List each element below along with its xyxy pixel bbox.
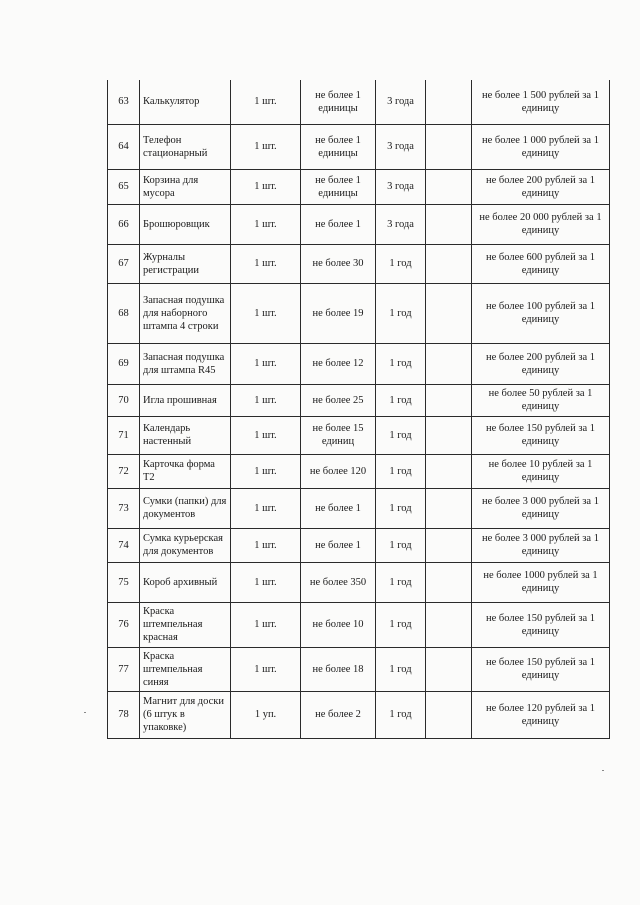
row-number-cell: 67 (108, 244, 140, 283)
empty-cell (426, 204, 472, 244)
row-number-cell: 65 (108, 169, 140, 204)
table-row (108, 384, 610, 416)
table-row (108, 488, 610, 528)
unit-cell: 1 шт. (231, 124, 301, 169)
term-cell: 1 год (376, 562, 426, 602)
unit-cell: 1 шт. (231, 244, 301, 283)
empty-cell (426, 416, 472, 454)
unit-cell: 1 шт. (231, 454, 301, 488)
price-cell: не более 1 500 рублей за 1 единицу (472, 80, 610, 124)
table-row (108, 283, 610, 343)
empty-cell (426, 488, 472, 528)
quantity-cell: не более 1 (301, 204, 376, 244)
quantity-cell: не более 15 единиц (301, 416, 376, 454)
price-cell: не более 1000 рублей за 1 единицу (472, 562, 610, 602)
table-row (108, 124, 610, 169)
price-cell: не более 150 рублей за 1 единицу (472, 416, 610, 454)
unit-cell: 1 шт. (231, 283, 301, 343)
quantity-cell: не более 1 (301, 528, 376, 562)
term-cell: 1 год (376, 691, 426, 738)
empty-cell (426, 528, 472, 562)
unit-cell: 1 шт. (231, 204, 301, 244)
term-cell: 3 года (376, 80, 426, 124)
table-row (108, 562, 610, 602)
empty-cell (426, 283, 472, 343)
table-row (108, 647, 610, 691)
item-name-cell: Запасная подушка для штампа R45 (140, 343, 231, 384)
quantity-cell: не более 18 (301, 647, 376, 691)
table-row (108, 169, 610, 204)
quantity-cell: не более 1 единицы (301, 80, 376, 124)
table-row (108, 343, 610, 384)
item-name-cell: Корзина для мусора (140, 169, 231, 204)
scan-speck (602, 770, 604, 771)
norms-table-body (108, 80, 610, 738)
price-cell: не более 3 000 рублей за 1 единицу (472, 528, 610, 562)
unit-cell: 1 шт. (231, 343, 301, 384)
quantity-cell: не более 10 (301, 602, 376, 647)
quantity-cell: не более 2 (301, 691, 376, 738)
item-name-cell: Брошюровщик (140, 204, 231, 244)
row-number-cell: 64 (108, 124, 140, 169)
item-name-cell: Короб архивный (140, 562, 231, 602)
row-number-cell: 70 (108, 384, 140, 416)
table-row (108, 416, 610, 454)
table-row (108, 602, 610, 647)
row-number-cell: 66 (108, 204, 140, 244)
empty-cell (426, 562, 472, 602)
row-number-cell: 63 (108, 80, 140, 124)
empty-cell (426, 124, 472, 169)
price-cell: не более 600 рублей за 1 единицу (472, 244, 610, 283)
unit-cell: 1 шт. (231, 384, 301, 416)
term-cell: 1 год (376, 602, 426, 647)
row-number-cell: 74 (108, 528, 140, 562)
term-cell: 1 год (376, 283, 426, 343)
row-number-cell: 73 (108, 488, 140, 528)
unit-cell: 1 шт. (231, 528, 301, 562)
term-cell: 3 года (376, 169, 426, 204)
quantity-cell: не более 1 (301, 488, 376, 528)
row-number-cell: 72 (108, 454, 140, 488)
table-row (108, 691, 610, 738)
norms-table (107, 80, 610, 739)
term-cell: 1 год (376, 416, 426, 454)
price-cell: не более 120 рублей за 1 единицу (472, 691, 610, 738)
empty-cell (426, 80, 472, 124)
empty-cell (426, 169, 472, 204)
row-number-cell: 78 (108, 691, 140, 738)
price-cell: не более 100 рублей за 1 единицу (472, 283, 610, 343)
item-name-cell: Запасная подушка для наборного штампа 4 строки (140, 283, 231, 343)
term-cell: 3 года (376, 124, 426, 169)
term-cell: 1 год (376, 528, 426, 562)
row-number-cell: 68 (108, 283, 140, 343)
price-cell: не более 1 000 рублей за 1 единицу (472, 124, 610, 169)
unit-cell: 1 шт. (231, 647, 301, 691)
table-row (108, 454, 610, 488)
quantity-cell: не более 19 (301, 283, 376, 343)
item-name-cell: Календарь настенный (140, 416, 231, 454)
quantity-cell: не более 350 (301, 562, 376, 602)
row-number-cell: 77 (108, 647, 140, 691)
quantity-cell: не более 1 единицы (301, 169, 376, 204)
empty-cell (426, 244, 472, 283)
term-cell: 1 год (376, 384, 426, 416)
item-name-cell: Телефон стационарный (140, 124, 231, 169)
unit-cell: 1 шт. (231, 80, 301, 124)
price-cell: не более 200 рублей за 1 единицу (472, 343, 610, 384)
empty-cell (426, 691, 472, 738)
quantity-cell: не более 12 (301, 343, 376, 384)
table-row (108, 528, 610, 562)
table-row (108, 204, 610, 244)
quantity-cell: не более 120 (301, 454, 376, 488)
unit-cell: 1 шт. (231, 602, 301, 647)
empty-cell (426, 602, 472, 647)
empty-cell (426, 343, 472, 384)
item-name-cell: Сумки (папки) для документов (140, 488, 231, 528)
price-cell: не более 200 рублей за 1 единицу (472, 169, 610, 204)
unit-cell: 1 шт. (231, 416, 301, 454)
quantity-cell: не более 30 (301, 244, 376, 283)
term-cell: 1 год (376, 454, 426, 488)
price-cell: не более 20 000 рублей за 1 единицу (472, 204, 610, 244)
unit-cell: 1 шт. (231, 169, 301, 204)
price-cell: не более 150 рублей за 1 единицу (472, 647, 610, 691)
quantity-cell: не более 1 единицы (301, 124, 376, 169)
item-name-cell: Краска штемпельная красная (140, 602, 231, 647)
row-number-cell: 71 (108, 416, 140, 454)
price-cell: не более 50 рублей за 1 единицу (472, 384, 610, 416)
unit-cell: 1 уп. (231, 691, 301, 738)
table-row (108, 244, 610, 283)
item-name-cell: Магнит для доски (6 штук в упаковке) (140, 691, 231, 738)
unit-cell: 1 шт. (231, 488, 301, 528)
row-number-cell: 76 (108, 602, 140, 647)
term-cell: 1 год (376, 244, 426, 283)
item-name-cell: Калькулятор (140, 80, 231, 124)
scan-speck (84, 712, 86, 713)
item-name-cell: Журналы регистрации (140, 244, 231, 283)
price-cell: не более 3 000 рублей за 1 единицу (472, 488, 610, 528)
term-cell: 1 год (376, 343, 426, 384)
empty-cell (426, 647, 472, 691)
empty-cell (426, 384, 472, 416)
term-cell: 1 год (376, 647, 426, 691)
item-name-cell: Карточка форма Т2 (140, 454, 231, 488)
term-cell: 1 год (376, 488, 426, 528)
item-name-cell: Игла прошивная (140, 384, 231, 416)
empty-cell (426, 454, 472, 488)
item-name-cell: Сумка курьерская для документов (140, 528, 231, 562)
price-cell: не более 10 рублей за 1 единицу (472, 454, 610, 488)
term-cell: 3 года (376, 204, 426, 244)
quantity-cell: не более 25 (301, 384, 376, 416)
row-number-cell: 69 (108, 343, 140, 384)
table-row (108, 80, 610, 124)
price-cell: не более 150 рублей за 1 единицу (472, 602, 610, 647)
row-number-cell: 75 (108, 562, 140, 602)
unit-cell: 1 шт. (231, 562, 301, 602)
item-name-cell: Краска штемпельная синяя (140, 647, 231, 691)
